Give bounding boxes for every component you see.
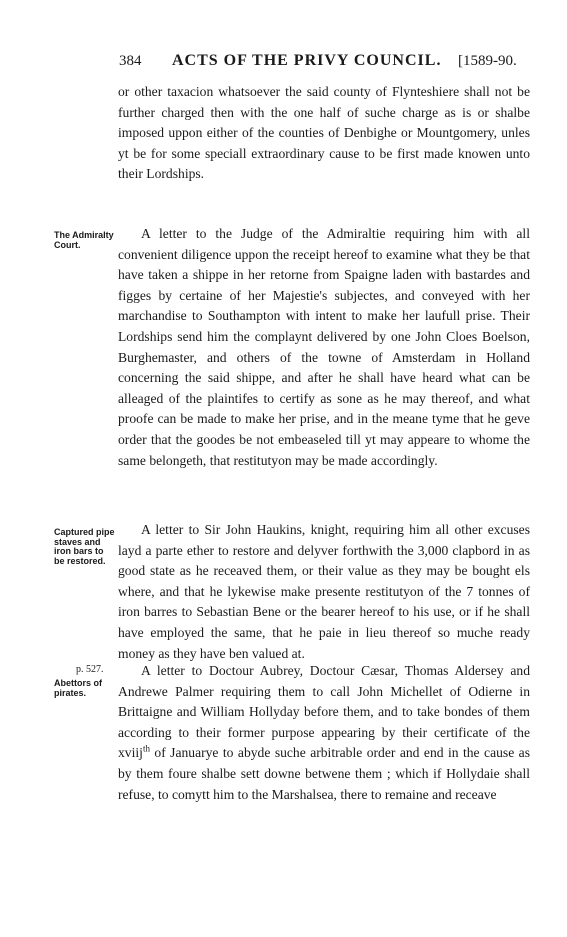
paragraph-1: or other taxacion whatsoever the said county of Flynteshiere shall not be further charged then with the one half of suche charge as is or shalbe imposed uppon either of the counties of Denbighe or Mountgomery, unles yt be for some speciall extraordinary cause to be first made knowen unto their Lordships. [118,84,530,182]
paragraph-4 [118,661,530,805]
margin-page-reference: p. 527. [76,664,104,675]
paragraph-4-part-a: A letter to Doctour Aubrey, Doctour Cæsar, Thomas Aldersey and Andrewe Palmer requiring them to call John Michellet of Odierne in Brittaigne and William Hollyday before them, and to take bondes of them according to their former purpose appearing by their certificate of the xviij [118,663,530,761]
running-title: ACTS OF THE PRIVY COUNCIL. [172,52,442,69]
paragraph-4-part-b: of Januarye to abyde suche arbitrable order and end in the cause as by them foure shalbe sett downe betwene them ; which if Hollydaie shall refuse, to comytt him to the Marshalsea, there to remaine and receave [118,745,530,802]
page-header [0,50,567,74]
paragraph-2: A letter to the Judge of the Admiraltie requiring him with all convenient diligence uppon the receipt hereof to examine what they be that have taken a shippe in her retorne from Spaigne laden with bastardes and figges by certaine of her Majestie's subjectes, and conveyed with her marchandise to Southampton with intent to make her laufull prise. Their Lordships send him the complaynt delivered by one John Cloes Boelson, Burghemaster, and others of the towne of Amsterdam in Holland concerning the said shippe, and after he shall have heard what can be alleaged of the plaintifes to certify as sone as he may thereof, and what proofe can be made to make her prise, and in the meane tyme that he geve order that the goodes be not embeaseled till yt may appeare to whome the same belongeth, that restitutyon may be made accordingly. [118,226,530,468]
header-date: [1589-90. [458,53,517,69]
superscript-th: th [142,743,150,754]
margin-note-admiralty: The Admiralty Court. [54,230,114,250]
paragraph-3: A letter to Sir John Haukins, knight, requiring him all other excuses layd a parte ether to restore and delyver forthwith the 3,000 clapbord in as good state as he receaved them, or their value as they may be bought els where, and that he lykewise make presente restitutyon of the 7 tonnes of iron barres to Sebastian Bene or the bearer hereof to his use, or if he shall have employed the same, that he paie in lieu thereof so muche ready money as they have ben valued at. [118,522,530,661]
margin-note-captured: Captured pipe staves and iron bars to be restored. [54,527,115,566]
page-number: 384 [119,53,142,69]
margin-note-abettors: Abettors of pirates. [54,678,102,698]
